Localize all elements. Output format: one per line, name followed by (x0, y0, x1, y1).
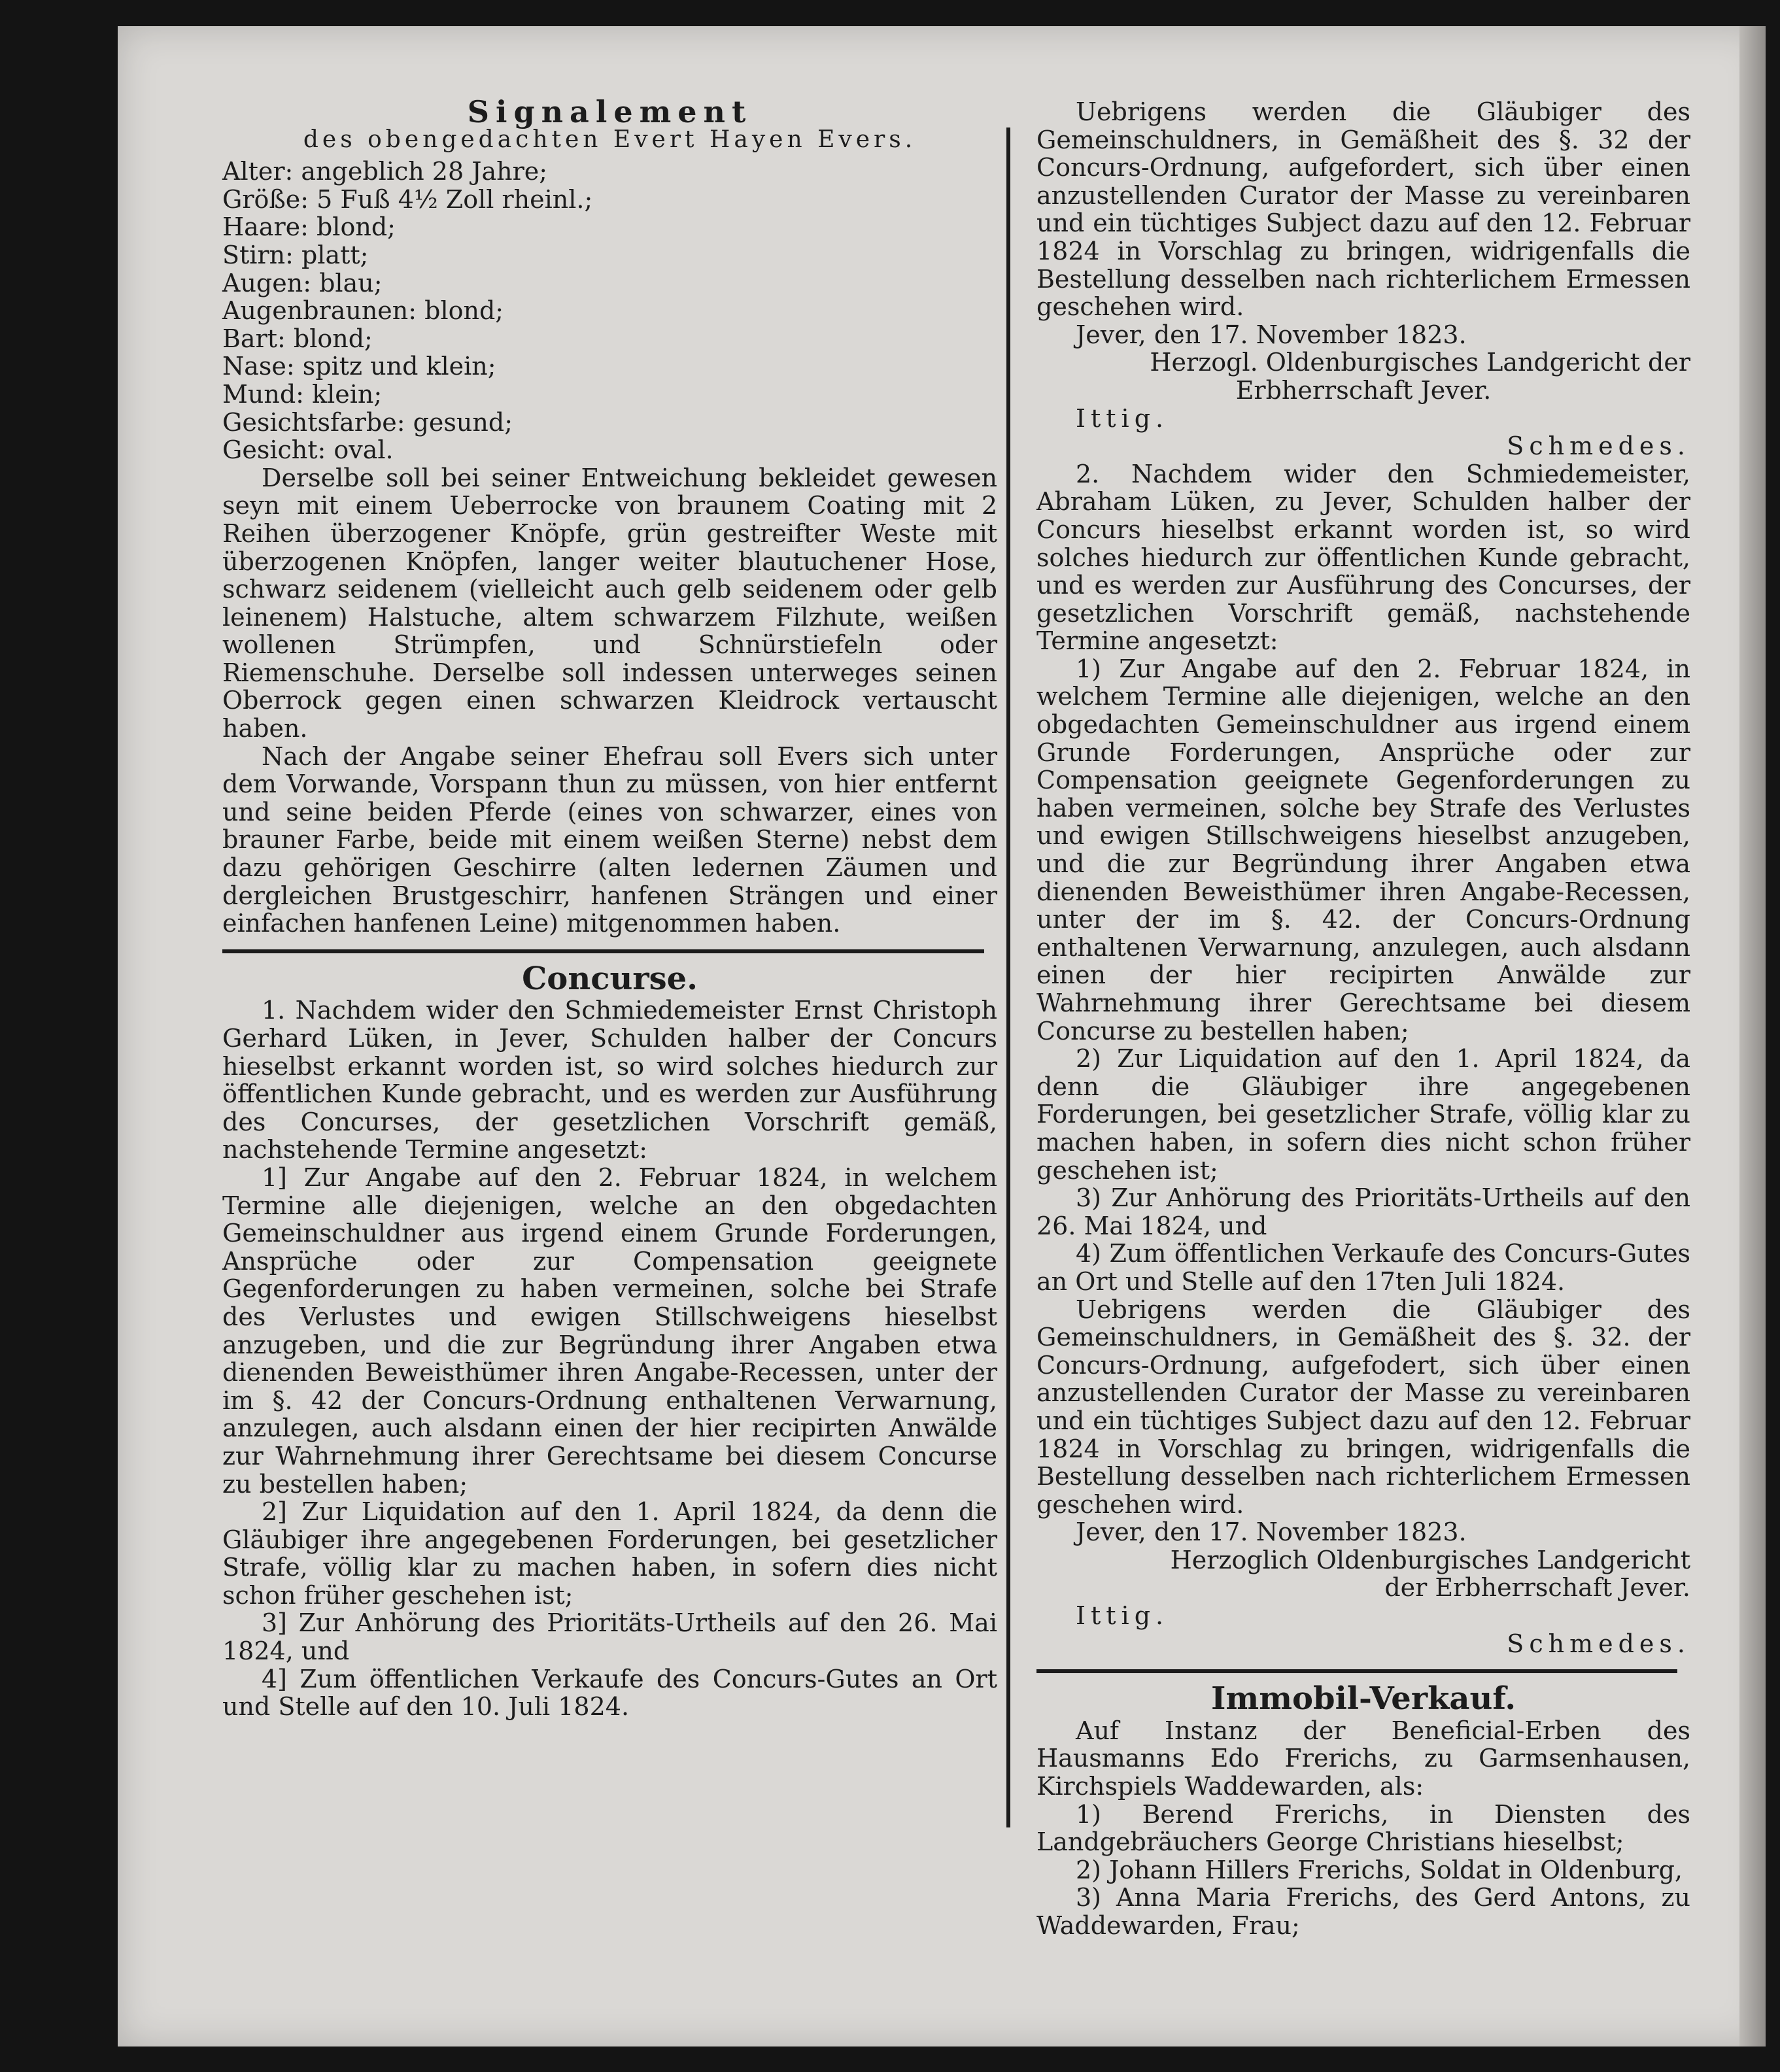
case2-item-1: 1) Zur Angabe auf den 2. Februar 1824, in welchem Termine alle diejenigen, welche an den obgedachten Gemeinschuldner aus irgend einem Grunde Forderungen, Ansprüche oder zur Compensation geeignete Gegenforderungen zu haben vermeinen, solche bey Strafe des Verlustes und ewigen Stillschweigens hieselbst anzugeben, und die zur Begründung ihrer Angaben etwa dienenden Beweisthümer ihren Angabe-Recessen, unter der im §. 42. der Concurs-Ordnung enthaltenen Verwarnung, anzulegen, auch alsdann einen der hier recipirten Anwälde zur Wahrnehmung ihrer Gerechtsame bei diesem Concurse zu bestellen haben; (1036, 654, 1690, 1045)
case1-court-line1: Herzogl. Oldenburgisches Landgericht der (1150, 348, 1690, 377)
left-column (222, 94, 997, 1722)
clothing-paragraph: Derselbe soll bei seiner Entweichung bekleidet gewesen seyn mit einem Ueberrocke von braunem Coating mit 2 Reihen überzogener Knöpfe, grün gestreifter Weste mit überzogenen Knöpfen, langer weiter blautuchener Hose, schwarz seidenem (vielleicht auch gelb seidenem oder gelb leinenem) Halstuche, altem schwarzem Filzhute, weißen wollenen Strümpfen, und Schnürstiefeln oder Riemenschuhe. Derselbe soll indessen unterweges seinen Oberrock gegen einen schwarzen Kleidrock vertauscht haben. (222, 463, 997, 743)
trait-complexion: Gesichtsfarbe: gesund; (222, 407, 513, 437)
concurse-heading: Concurse. (522, 960, 698, 997)
trait-face: Gesicht: oval. (222, 435, 394, 465)
immobil-intro: Auf Instanz der Beneficial-Erben des Hausmanns Edo Frerichs, zu Garmsenhausen, Kirchspiels Waddewarden, als: (1036, 1716, 1690, 1801)
section-rule-right (1036, 1669, 1677, 1673)
trait-nose: Nase: spitz und klein; (222, 352, 496, 381)
immobil-heading: Immobil-Verkauf. (1210, 1680, 1516, 1718)
case1-signature-ittig: Ittig. (1076, 403, 1169, 433)
case1-signature-schmedes: Schmedes. (1507, 432, 1690, 461)
case1-date: Jever, den 17. November 1823. (1076, 320, 1467, 349)
case2-signature-schmedes: Schmedes. (1507, 1629, 1690, 1658)
trait-hair: Haare: blond; (222, 212, 396, 242)
concurse-item-1: 1] Zur Angabe auf den 2. Februar 1824, in welchem Termine alle diejenigen, welche an den obgedachten Gemeinschuldner aus irgend einem Grunde Forderungen, Ansprüche oder zur Compensation geeignete Gegenforderungen zu haben vermeinen, solche bei Strafe des Verlustes und ewigen Stillschweigens hieselbst anzugeben, und die zur Begründung ihrer Angaben etwa dienenden Beweisthümer ihren Angabe-Recessen, unter der im §. 42 der Concurs-Ordnung enthaltenen Verwarnung, anzulegen, auch alsdann einen der hier recipirten Anwälde zur Wahrnehmung ihrer Gerechtsame bei diesem Concurse zu bestellen haben; (222, 1163, 997, 1499)
trait-beard: Bart: blond; (222, 324, 373, 353)
concurse-item-4: 4] Zum öffentlichen Verkaufe des Concurs-Gutes an Ort und Stelle auf den 10. Juli 1824. (222, 1664, 997, 1722)
case2-continuation: Uebrigens werden die Gläubiger des Gemeinschuldners, in Gemäßheit des §. 32. der Concurs-Ordnung, aufgefodert, sich über einen anzustellenden Curator der Masse zu vereinbaren und ein tüchtiges Subject dazu auf den 12. Februar 1824 in Vorschlag zu bringen, widrigenfalls die Bestellung desselben nach richterlichem Ermessen geschehen wird. (1036, 1295, 1690, 1519)
trait-eyebrows: Augenbraunen: blond; (222, 296, 504, 326)
concurse-item-2: 2] Zur Liquidation auf den 1. April 1824, da denn die Gläubiger ihre angegebenen Forderungen, bei gesetzlicher Strafe, völlig klar zu machen haben, in sofern dies nicht schon früher geschehen ist; (222, 1497, 997, 1610)
concurse-item-3: 3] Zur Anhörung des Prioritäts-Urtheils auf den 26. Mai 1824, und (222, 1608, 997, 1666)
immobil-heir-2: 2) Johann Hillers Frerichs, Soldat in Oldenburg, (1076, 1855, 1683, 1884)
case2-court-line1: Herzoglich Oldenburgisches Landgericht (1170, 1545, 1690, 1574)
case2-signature-ittig: Ittig. (1076, 1601, 1169, 1631)
section-rule (222, 949, 984, 953)
case1-court-line2: Erbherrschaft Jever. (1235, 375, 1492, 405)
paper-edge (1739, 26, 1766, 2047)
trait-mouth: Mund: klein; (222, 379, 383, 409)
case2-court-line2: der Erbherrschaft Jever. (1384, 1573, 1690, 1603)
case2-date: Jever, den 17. November 1823. (1076, 1518, 1467, 1547)
immobil-heir-1: 1) Berend Frerichs, in Diensten des Landgebräuchers George Christians hieselbst; (1036, 1799, 1690, 1857)
trait-height: Größe: 5 Fuß 4½ Zoll rheinl.; (222, 184, 593, 214)
right-column (1036, 98, 1690, 1940)
case1-continuation: Uebrigens werden die Gläubiger des Gemeinschuldners, in Gemäßheit des §. 32 der Concurs-Ordnung, aufgefordert, sich über einen anzustellenden Curator der Masse zu vereinbaren und ein tüchtiges Subject dazu auf den 12. Februar 1824 in Vorschlag zu bringen, widrigenfalls die Bestellung desselben nach richterlichem Ermessen geschehen wird. (1036, 97, 1690, 322)
case2-intro: 2. Nachdem wider den Schmiedemeister, Abraham Lüken, zu Jever, Schulden halber der Concurs hieselbst erkannt worden ist, so wird solches hiedurch zur öffentlichen Kunde gebracht, und es werden zur Ausführung des Concurses, der gesetzlichen Vorschrift gemäß, nachstehende Termine angesetzt: (1036, 459, 1690, 656)
case2-item-2: 2) Zur Liquidation auf den 1. April 1824, da denn die Gläubiger ihre angegebenen Forderungen, bei gesetzlicher Strafe, völlig klar zu machen haben, in sofern dies nicht schon früher geschehen ist; (1036, 1044, 1690, 1185)
case2-item-3: 3) Zur Anhörung des Prioritäts-Urtheils auf den 26. Mai 1824, und (1036, 1183, 1690, 1240)
trait-forehead: Stirn: platt; (222, 240, 369, 269)
immobil-heir-3: 3) Anna Maria Frerichs, des Gerd Antons, zu Waddewarden, Frau; (1036, 1883, 1690, 1940)
trait-eyes: Augen: blau; (222, 268, 383, 297)
column-divider (1006, 127, 1010, 1827)
signalement-subtitle: des obengedachten Evert Hayen Evers. (303, 126, 917, 153)
case2-item-4: 4) Zum öffentlichen Verkaufe des Concurs-Gutes an Ort und Stelle auf den 17ten Juli 1824. (1036, 1239, 1690, 1296)
concurse-intro: 1. Nachdem wider den Schmiedemeister Ernst Christoph Gerhard Lüken, in Jever, Schulden halber der Concurs hieselbst erkannt worden ist, so wird solches hiedurch zur öffentlichen Kunde gebracht, und es werden zur Ausführung des Concurses, der gesetzlichen Vorschrift gemäß, nachstehende Termine angesetzt: (222, 996, 997, 1164)
wife-statement-paragraph: Nach der Angabe seiner Ehefrau soll Evers sich unter dem Vorwande, Vorspann thun zu müssen, von hier entfernt und seine beiden Pferde (eines von schwarzer, eines von brauner Farbe, beide mit einem weißen Sterne) nebst dem dazu gehörigen Geschirre (alten ledernen Zäumen und dergleichen Brustgeschirr, hanfenen Strängen und einer einfachen hanfenen Leine) mitgenommen haben. (222, 741, 997, 938)
trait-list (222, 158, 997, 464)
signalement-title: Signalement (467, 94, 753, 129)
trait-age: Alter: angeblich 28 Jahre; (222, 157, 548, 186)
